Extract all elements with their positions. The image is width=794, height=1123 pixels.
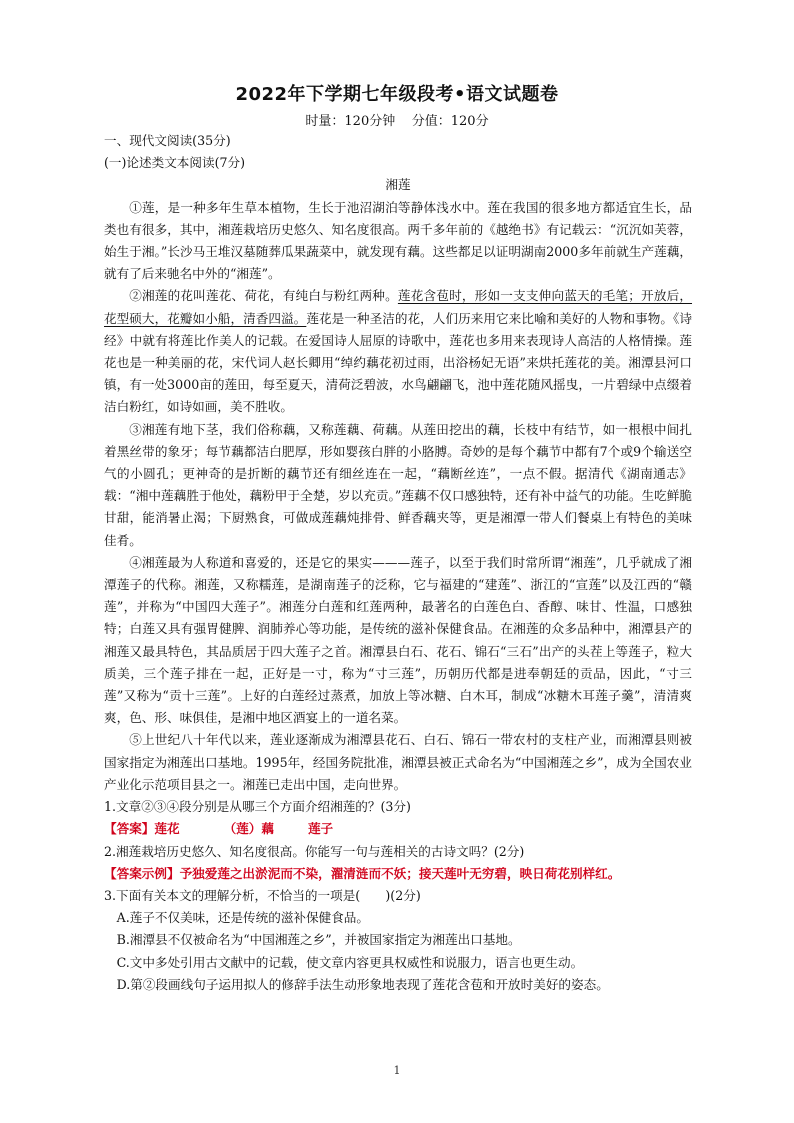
exam-time: 时量：120分钟 xyxy=(305,114,396,129)
article-title: 湘莲 xyxy=(385,177,411,193)
option-c: C.文中多处引用古文献中的记载，使文章内容更具权威性和说服力，语言也更生动。 xyxy=(116,954,584,970)
answer-1 xyxy=(104,818,692,840)
exam-meta xyxy=(0,110,794,129)
answer-2 xyxy=(104,863,692,885)
answer-2-text: 予独爱莲之出淤泥而不染，濯清涟而不妖；接天莲叶无穷碧，映日荷花别样红。 xyxy=(179,865,621,881)
option-d: D.第②段画线句子运用拟人的修辞手法生动形象地表现了莲花含苞和开放时美好的姿态。 xyxy=(116,976,609,992)
underlined-sentence: 莲花含苞时，形如一支支伸向蓝天的毛笔；开放后，花型硕大，花瓣如小船，清香四溢。 xyxy=(104,288,693,326)
article-paragraph-2 xyxy=(104,285,692,418)
answer-2-label: 【答案示例】 xyxy=(104,865,180,881)
question-3: 3.下面有关本文的理解分析，不恰当的一项是( )(2分) xyxy=(104,887,421,903)
exam-score: 分值：120分 xyxy=(411,114,489,129)
question-1: 1.文章②③④段分别是从哪三个方面介绍湘莲的？(3分) xyxy=(104,799,411,815)
section-subheading: (一)论述类文本阅读(7分) xyxy=(104,155,246,171)
answer-1-item: （莲）藕 xyxy=(223,821,274,837)
option-b: B.湘潭县不仅被命名为“中国湘莲之乡”，并被国家指定为湘莲出口基地。 xyxy=(116,932,521,948)
answer-1-item: 莲子 xyxy=(307,821,334,837)
answer-1-label: 【答案】 xyxy=(104,821,155,837)
article-paragraph-4: ④湘莲最为人称道和喜爱的，还是它的果实———莲子，以至于我们时常所谓“湘莲”，几乎就成了湘潭莲子的代称。湘莲，又称糯莲，是湖南莲子的泛称，它与福建的“建莲”、浙江的“宣莲”以及江西的“赣莲”，并称为“中国四大莲子”。湘莲分白莲和红莲两种，最著名的白莲色白、香醇、味甘、性温，口感独特；白莲又具有强胃健脾、润肺养心等功能，是传统的滋补保健食品。在湘莲的众多品种中，湘潭县产的湘莲又最具特色，其品质居于四大莲子之首。湘潭县白石、花石、锦石“三石”出产的头茬上等莲子，粒大质美，三个莲子排在一起，正好是一寸，称为“寸三莲”，历朝历代都是进奉朝廷的贡品，因此，“寸三莲”又称为“贡十三莲”。上好的白莲经过蒸煮，加放上等冰糖、白木耳，制成“冰糖木耳莲子羹”，清清爽爽，色、形、味俱佳，是湘中地区酒宴上的一道名菜。 xyxy=(104,554,692,726)
answer-1-item: 莲花 xyxy=(154,821,180,837)
exam-title: 2022年下学期七年级段考•语文试题卷 xyxy=(235,84,559,105)
article-paragraph-1: ①莲，是一种多年生草本植物，生长于池沼湖泊等静体浅水中。莲在我国的很多地方都适宜生长，品类也有很多，其中，湘莲栽培历史悠久、知名度很高。两千多年前的《越绝书》有记载云：“沉沉如芙蓉，始生于湘。”长沙马王堆汉墓随葬瓜果蔬菜中，就发现有藕。这些都足以证明湖南2000多年前就生产莲藕，就有了后来驰名中外的“湘莲”。 xyxy=(104,199,692,282)
section-heading: 一、现代文阅读(35分) xyxy=(104,133,231,148)
article-paragraph-5: ⑤上世纪八十年代以来，莲业逐渐成为湘潭县花石、白石、锦石一带农村的支柱产业，而湘潭县则被国家指定为湘莲出口基地。1995年，经国务院批准，湘潭县被正式命名为“中国湘莲之乡”，成为全国农业产业化示范项目县之一。湘莲已走出中国，走向世界。 xyxy=(104,732,692,792)
page-number: 1 xyxy=(393,1064,401,1077)
exam-content xyxy=(104,130,692,996)
option-a: A.莲子不仅美味，还是传统的滋补保健食品。 xyxy=(116,910,369,926)
paragraph-2-suffix: 莲花是一种圣洁的花，人们历来用它来比喻和美好的人物和事物。《诗经》中就有将莲比作美人的记载。在爱国诗人屈原的诗歌中，莲花也多用来表现诗人高洁的人格情操。莲花也是一种美丽的花，宋代词人赵长卿用“绰约藕花初过雨，出浴杨妃无语”来烘托莲花的美。湘潭县河口镇，有一处3000亩的莲田，每至夏天，清荷泛碧波，水鸟翩翩飞，池中莲花随风摇曳，一片碧绿中点缀着洁白粉红，如诗如画，美不胜收。 xyxy=(104,310,693,415)
article-paragraph-3: ③湘莲有地下茎，我们俗称藕，又称莲藕、荷藕。从莲田挖出的藕，长枝中有结节，如一根根中间扎着黑丝带的象牙；每节藕都洁白肥厚，形如婴孩白胖的小胳膊。奇妙的是每个藕节中都有7个或9个输送空气的小圆孔；更神奇的是折断的藕节还有细丝连在一起，“藕断丝连”，一点不假。据清代《湖南通志》载：“湘中莲藕胜于他处，藕粉甲于全楚，岁以充贡。”莲藕不仅口感独特，还有补中益气的功能。生吃鲜脆甘甜，能消暑止渴；下厨熟食，可做成莲藕炖排骨、鲜香藕夹等，更是湘潭一带人们餐桌上有特色的美味佳肴。 xyxy=(104,421,692,548)
question-2: 2.湘莲栽培历史悠久、知名度很高。你能写一句与莲相关的古诗文吗？(2分) xyxy=(104,843,525,859)
paragraph-2-prefix: ②湘莲的花叫莲花、荷花，有纯白与粉红两种。 xyxy=(129,288,398,304)
